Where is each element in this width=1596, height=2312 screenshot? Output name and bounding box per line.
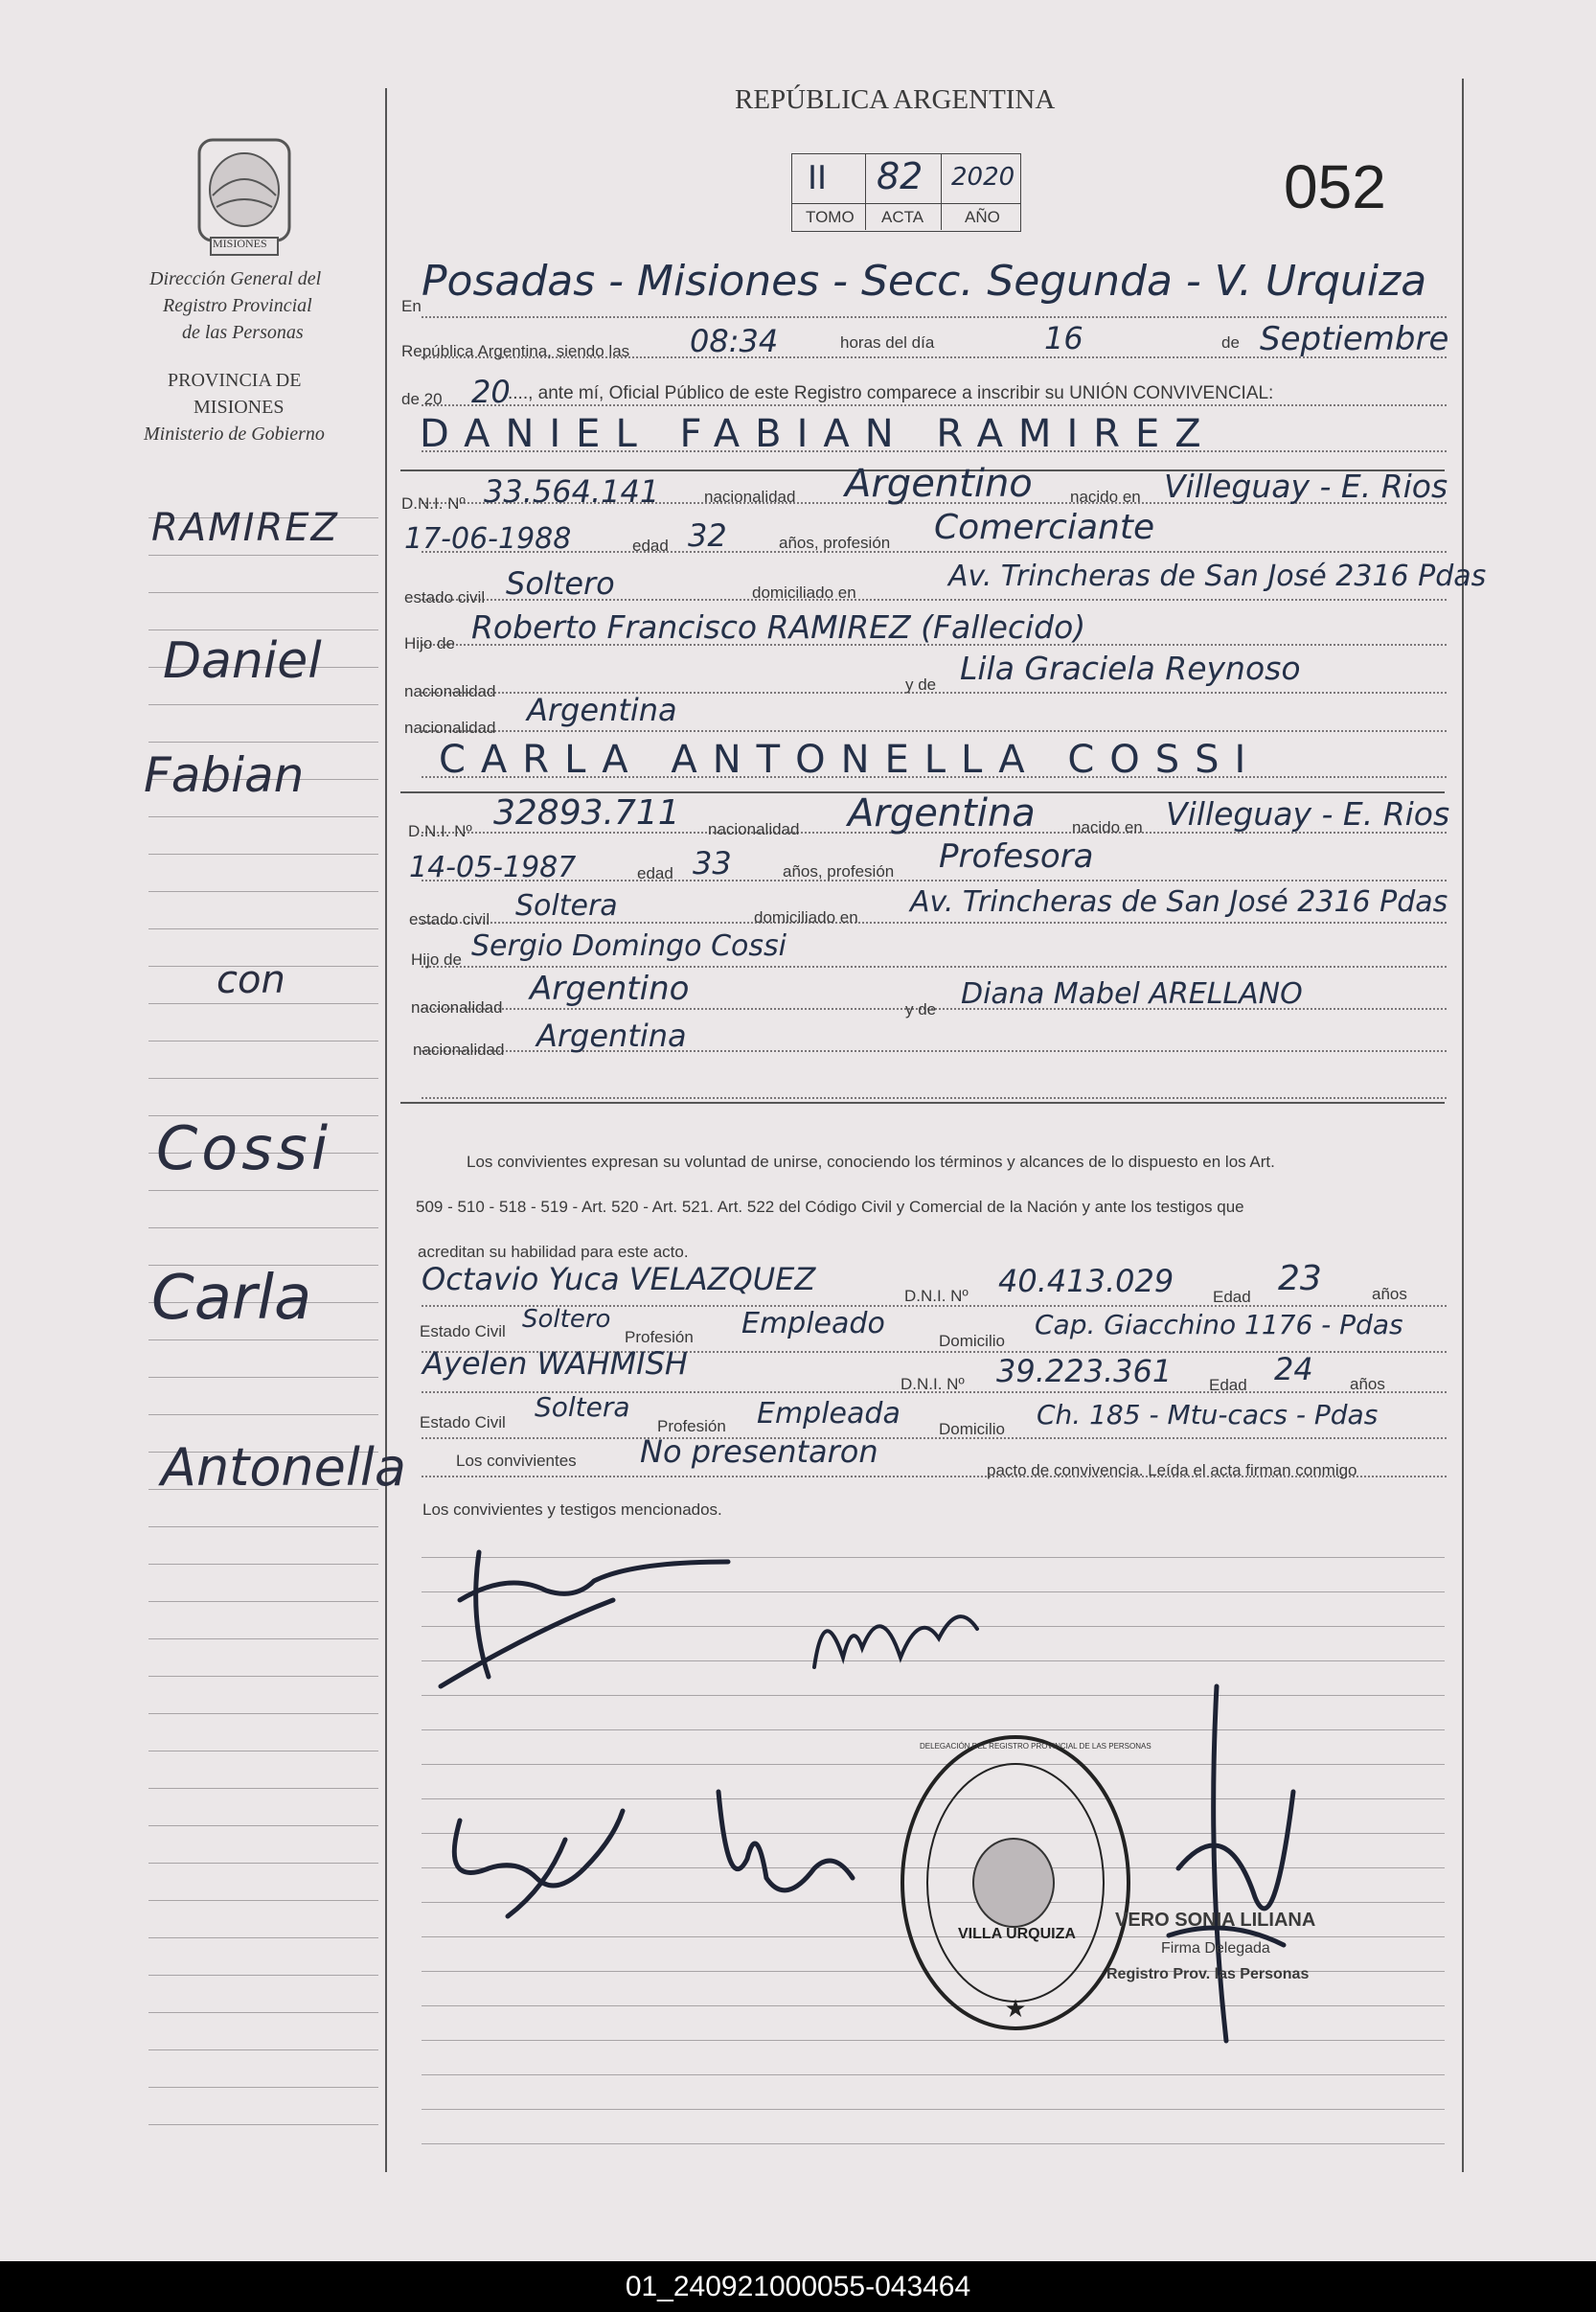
form-dotted-line xyxy=(422,316,1447,318)
person2-civil-status: Soltera xyxy=(515,889,618,923)
sidebar-rule xyxy=(148,1788,378,1789)
civil-label: estado civil xyxy=(409,910,490,928)
sidebar-rule xyxy=(148,1713,378,1714)
sidebar-rule xyxy=(148,1526,378,1527)
registry-stamp-icon xyxy=(891,1725,1140,2041)
hijo-label: Hijo de xyxy=(404,634,455,652)
sidebar-note-name4: Antonella xyxy=(161,1437,406,1498)
person2-born-in: Villeguay - E. Rios xyxy=(1166,795,1450,833)
sidebar-rule xyxy=(148,1825,378,1826)
anio-label: AÑO xyxy=(965,208,1000,226)
nacido-label: nacido en xyxy=(1072,818,1143,836)
witness1-age: 23 xyxy=(1278,1259,1322,1298)
edad-label-2: Edad xyxy=(1209,1376,1247,1394)
domic-label: domiciliado en xyxy=(754,908,858,927)
witness2-address: Ch. 185 - Mtu-cacs - Pdas xyxy=(1037,1399,1379,1431)
scan-footer: 01_240921000055-043464 xyxy=(0,2261,1596,2312)
left-margin-rule xyxy=(385,88,387,2172)
person1-birth-date: 17-06-1988 xyxy=(404,522,572,556)
sidebar-note-con: con xyxy=(217,958,285,1002)
witness1-civil-status: Soltero xyxy=(522,1305,611,1334)
year-value: 20 xyxy=(471,374,511,410)
sidebar-rule xyxy=(148,1377,378,1378)
org-line-1: Dirección General del xyxy=(149,268,322,289)
box-divider xyxy=(791,203,1021,204)
sidebar-rule xyxy=(148,1676,378,1677)
ecivil-label: Estado Civil xyxy=(420,1322,506,1340)
sidebar-rule xyxy=(148,1900,378,1901)
person2-nationality: Argentina xyxy=(848,791,1036,836)
edad-label: edad xyxy=(632,537,669,555)
signature-5-icon xyxy=(1150,1677,1303,2060)
tomo-label: TOMO xyxy=(806,208,855,226)
sidebar-rule xyxy=(148,2124,378,2125)
org-line-2: Registro Provincial xyxy=(163,295,312,316)
form-section-rule xyxy=(400,1102,1445,1104)
nacido-label: nacido en xyxy=(1070,488,1141,506)
sidebar-rule xyxy=(148,854,378,855)
org-line-3: de las Personas xyxy=(182,322,304,343)
acta-label: ACTA xyxy=(881,208,924,226)
person2-father: Sergio Domingo Cossi xyxy=(471,929,787,963)
person1-age: 32 xyxy=(688,517,727,554)
sidebar-rule xyxy=(148,1041,378,1042)
sidebar-rule xyxy=(148,592,378,593)
dni-label: D.N.I. Nº xyxy=(401,494,466,513)
ministry-line: Ministerio de Gobierno xyxy=(144,423,325,445)
signature-3-icon xyxy=(431,1782,642,1926)
prof-label: Profesión xyxy=(657,1417,726,1435)
signature-4-icon xyxy=(699,1763,862,1916)
person1-civil-status: Soltero xyxy=(506,565,615,602)
dom-label: Domicilio xyxy=(939,1420,1005,1438)
witness2-civil-status: Soltera xyxy=(535,1391,630,1423)
sidebar-rule xyxy=(148,1078,378,1079)
prof-label: Profesión xyxy=(625,1328,694,1346)
sidebar-note-name1: Daniel xyxy=(163,632,322,690)
person2-birth-date: 14-05-1987 xyxy=(409,851,577,884)
witness1-name: Octavio Yuca VELAZQUEZ xyxy=(422,1261,816,1297)
person2-age: 33 xyxy=(693,845,732,881)
yde-label: y de xyxy=(905,1000,937,1019)
witness1-address: Cap. Giacchino 1176 - Pdas xyxy=(1035,1309,1403,1340)
edad-label: edad xyxy=(637,864,673,882)
en-label: En xyxy=(401,297,422,315)
witness2-age: 24 xyxy=(1274,1351,1313,1387)
seal-caption: MISIONES xyxy=(213,237,267,250)
anios-label: años, profesión xyxy=(783,862,895,881)
witness2-profession: Empleada xyxy=(757,1397,901,1431)
form-dotted-line xyxy=(422,730,1447,732)
dni-label-2: D.N.I. Nº xyxy=(901,1375,965,1393)
province-line-2: MISIONES xyxy=(194,397,285,418)
person1-nationality: Argentino xyxy=(845,462,1033,506)
sidebar-rule xyxy=(148,1339,378,1340)
month-value: Septiembre xyxy=(1260,320,1449,358)
person2-dni: 32893.711 xyxy=(493,793,680,833)
nac-label: nacionalidad xyxy=(404,682,496,700)
acta-value: 82 xyxy=(877,155,923,197)
nac-label: nacionalidad xyxy=(704,488,796,506)
sidebar-rule xyxy=(148,704,378,705)
sidebar-rule xyxy=(148,1975,378,1976)
signature-rule xyxy=(422,2109,1445,2110)
official-role: Firma Delegada xyxy=(1161,1940,1270,1957)
form-dotted-line xyxy=(422,1097,1447,1099)
right-margin-rule xyxy=(1462,79,1464,2172)
republica-label: República Argentina, siendo las xyxy=(401,342,630,360)
signature-1-icon xyxy=(422,1533,747,1705)
sidebar-rule xyxy=(148,928,378,929)
person1-mother-nat: Argentina xyxy=(527,692,677,728)
person2-profession: Profesora xyxy=(939,837,1094,876)
person1-profession: Comerciante xyxy=(934,508,1155,547)
act-number: 052 xyxy=(1284,152,1386,221)
person2-name: CARLA ANTONELLA COSSI xyxy=(439,738,1262,782)
sidebar-note-surname2: Cossi xyxy=(156,1113,332,1183)
convivientes-label: Los convivientes xyxy=(456,1452,577,1470)
sidebar-rule xyxy=(148,816,378,817)
day-value: 16 xyxy=(1044,320,1083,356)
sidebar-rule xyxy=(148,1227,378,1228)
person2-mother: Diana Mabel ARELLANO xyxy=(961,977,1303,1011)
signature-2-icon xyxy=(795,1581,1006,1686)
witness2-dni: 39.223.361 xyxy=(996,1353,1173,1389)
person1-mother: Lila Graciela Reynoso xyxy=(960,650,1301,687)
person2-address: Av. Trincheras de San José 2316 Pdas xyxy=(910,885,1448,919)
sidebar-rule xyxy=(148,555,378,556)
pact-tail: pacto de convivencia. Leída el acta firman conmigo xyxy=(987,1461,1357,1479)
sidebar-rule xyxy=(148,1414,378,1415)
dom-label: Domicilio xyxy=(939,1332,1005,1350)
official-name: VERO SONIA LILIANA xyxy=(1115,1910,1316,1931)
witness1-profession: Empleado xyxy=(741,1307,885,1340)
hijo-label: Hijo de xyxy=(411,950,462,969)
legal-line-2: 509 - 510 - 518 - 519 - Art. 520 - Art. 521. Art. 522 del Código Civil y Comercial de la Nación y ante los testigos que xyxy=(416,1198,1244,1216)
edad-label-2: Edad xyxy=(1213,1288,1251,1306)
box-divider xyxy=(865,153,866,230)
nac-label: nacionalidad xyxy=(413,1041,505,1059)
anios-label: años, profesión xyxy=(779,534,891,552)
legal-line-3: acreditan su habilidad para este acto. xyxy=(418,1243,689,1261)
witness2-name: Ayelen WAHMISH xyxy=(422,1345,688,1382)
person1-father: Roberto Francisco RAMIREZ (Fallecido) xyxy=(471,608,1086,646)
closing-text: Los convivientes y testigos mencionados. xyxy=(422,1500,722,1519)
civil-label: estado civil xyxy=(404,588,486,607)
anio-value: 2020 xyxy=(951,163,1015,192)
signature-rule xyxy=(422,2143,1445,2144)
person2-father-nat: Argentino xyxy=(530,970,690,1008)
sidebar-note-name3: Carla xyxy=(151,1263,312,1334)
nac-label: nacionalidad xyxy=(708,820,800,838)
sidebar-rule xyxy=(148,1937,378,1938)
pact-value: No presentaron xyxy=(640,1433,878,1470)
sidebar-rule xyxy=(148,1003,378,1004)
person2-mother-nat: Argentina xyxy=(536,1018,687,1054)
stamp-center-text: VILLA URQUIZA xyxy=(958,1926,1076,1942)
sidebar-note-surname: RAMIREZ xyxy=(151,506,339,550)
sidebar-rule xyxy=(148,2049,378,2050)
country-title: REPÚBLICA ARGENTINA xyxy=(735,84,1056,115)
sidebar-note-name2: Fabian xyxy=(144,747,305,803)
nac-label: nacionalidad xyxy=(404,719,496,737)
de-label: de xyxy=(1221,333,1240,352)
sidebar-rule xyxy=(148,891,378,892)
de20-label: de 20 xyxy=(401,390,443,408)
sidebar-rule xyxy=(148,1863,378,1864)
signature-rule xyxy=(422,2074,1445,2075)
form-dotted-line xyxy=(422,966,1447,968)
dni-label: D.N.I. Nº xyxy=(408,822,472,840)
intro-text: ...., ante mí, Oficial Público de este Registro comparece a inscribir su UNIÓN CONVIVENCIAL: xyxy=(508,383,1274,403)
witness1-dni: 40.413.029 xyxy=(998,1263,1174,1299)
ecivil-label: Estado Civil xyxy=(420,1413,506,1431)
yde-label: y de xyxy=(905,675,937,694)
anios-label-2: años xyxy=(1372,1285,1407,1303)
sidebar-rule xyxy=(148,1601,378,1602)
hours-value: 08:34 xyxy=(690,323,779,359)
person1-dni: 33.564.141 xyxy=(484,473,660,510)
form-dotted-line xyxy=(422,404,1447,406)
dni-label-2: D.N.I. Nº xyxy=(904,1287,969,1305)
svg-text:★: ★ xyxy=(1004,1994,1027,2023)
sidebar-rule xyxy=(148,1638,378,1639)
stamp-ring-text: DELEGACIÓN DEL REGISTRO PROVINCIAL DE LAS PERSONAS xyxy=(920,1742,1151,1751)
sidebar-rule xyxy=(148,1564,378,1565)
person1-name: DANIEL FABIAN RAMIREZ xyxy=(420,412,1217,456)
legal-line-1: Los convivientes expresan su voluntad de unirse, conociendo los términos y alcances de lo dispuesto en los Art. xyxy=(467,1153,1275,1171)
sidebar-rule xyxy=(148,2012,378,2013)
sidebar-rule xyxy=(148,1190,378,1191)
domic-label: domiciliado en xyxy=(752,584,856,602)
box-divider xyxy=(941,153,942,230)
sidebar-rule xyxy=(148,2087,378,2088)
sidebar-rule xyxy=(148,742,378,743)
province-line-1: PROVINCIA DE xyxy=(168,370,302,391)
person1-address: Av. Trincheras de San José 2316 Pdas xyxy=(948,560,1487,593)
official-office: Registro Prov. las Personas xyxy=(1106,1966,1310,1982)
tomo-value: II xyxy=(808,159,828,197)
horas-label: horas del día xyxy=(840,333,935,352)
place-value: Posadas - Misiones - Secc. Segunda - V. Urquiza xyxy=(422,257,1427,306)
form-dotted-line xyxy=(422,551,1447,553)
nac-label: nacionalidad xyxy=(411,998,503,1017)
person1-born-in: Villeguay - E. Rios xyxy=(1164,468,1448,505)
anios-label-2: años xyxy=(1350,1375,1385,1393)
form-dotted-line xyxy=(422,1437,1447,1439)
